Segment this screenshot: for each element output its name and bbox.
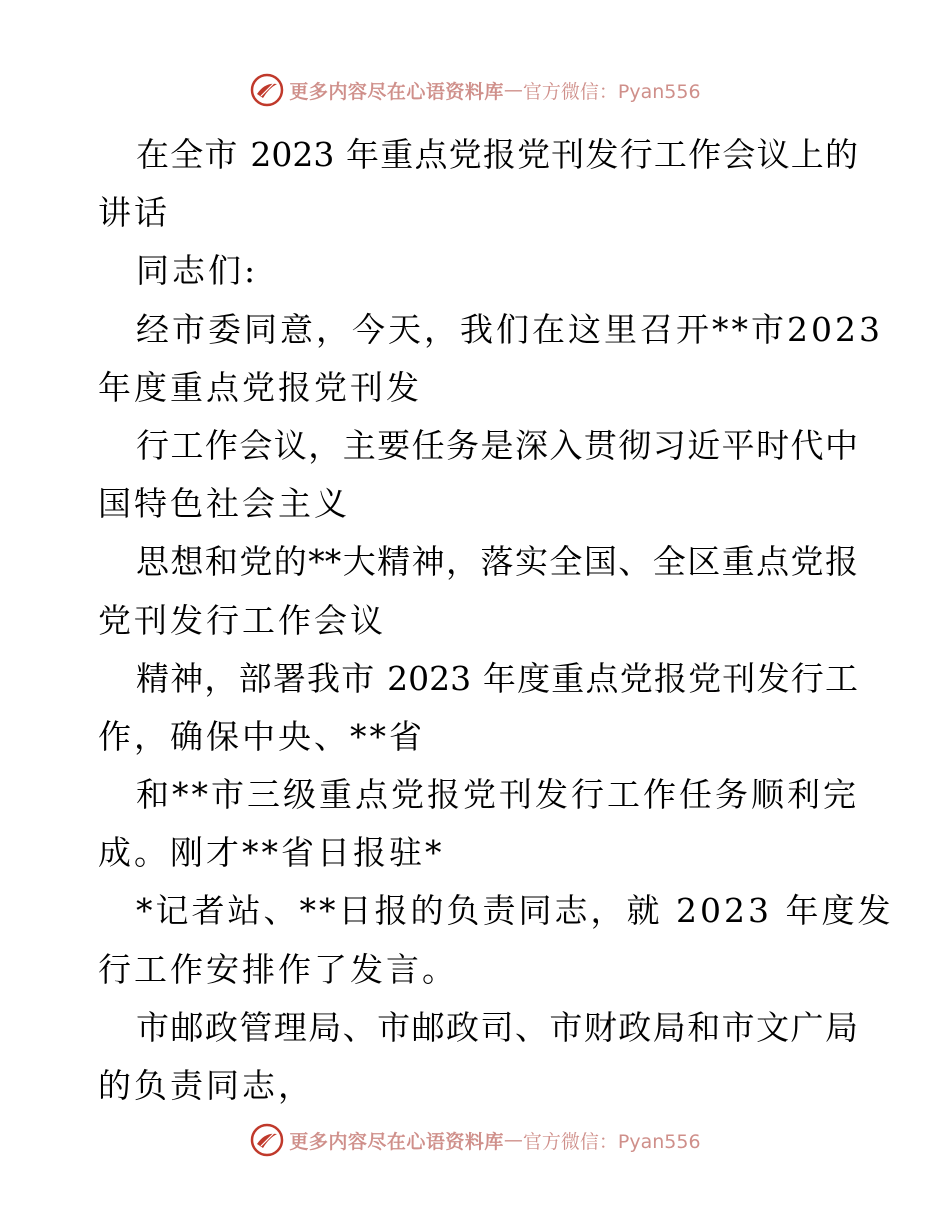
doc-line: 讲话 [98,193,170,233]
doc-line: 行工作安排作了发言。 [98,949,458,989]
footer-banner-contact: 官方微信：Pyan556 [522,1130,701,1153]
doc-line: 市邮政管理局、市邮政司、市财政局和市文广局 [136,1007,858,1047]
header-banner-text: 更多内容尽在心语资料库 [289,80,504,103]
doc-line: 年度重点党报党刊发 [98,367,422,407]
doc-line: 经市委同意，今天，我们在这里召开**市2023 [136,309,883,349]
logo-icon [249,72,285,108]
logo-icon [249,1122,285,1158]
doc-line: 和**市三级重点党报党刊发行工作任务顺利完 [136,775,859,815]
doc-line: 国特色社会主义 [98,484,350,524]
footer-banner-text: 更多内容尽在心语资料库 [289,1130,504,1153]
doc-line: 精神，部署我市 2023 年度重点党报党刊发行工 [136,658,858,698]
doc-line: 思想和党的**大精神，落实全国、全区重点党报 [136,542,858,582]
doc-line: 同志们: [136,251,259,291]
doc-line: 党刊发行工作会议 [98,600,386,640]
doc-line: 作，确保中央、**省 [98,716,425,756]
doc-line: 在全市 2023 年重点党报党刊发行工作会议上的 [136,135,858,174]
footer-banner-separator: — [503,1129,523,1151]
doc-line: 的负责同志， [98,1066,314,1105]
footer-banner [0,1120,950,1160]
doc-line: 行工作会议，主要任务是深入贯彻习近平时代中 [136,425,858,465]
header-banner [0,70,950,110]
header-banner-separator: — [503,79,523,101]
document-body [98,126,894,1115]
header-banner-contact: 官方微信：Pyan556 [522,80,701,103]
doc-line: 成。刚才**省日报驻* [98,833,445,873]
doc-line: *记者站、**日报的负责同志，就 2023 年度发 [136,891,894,931]
